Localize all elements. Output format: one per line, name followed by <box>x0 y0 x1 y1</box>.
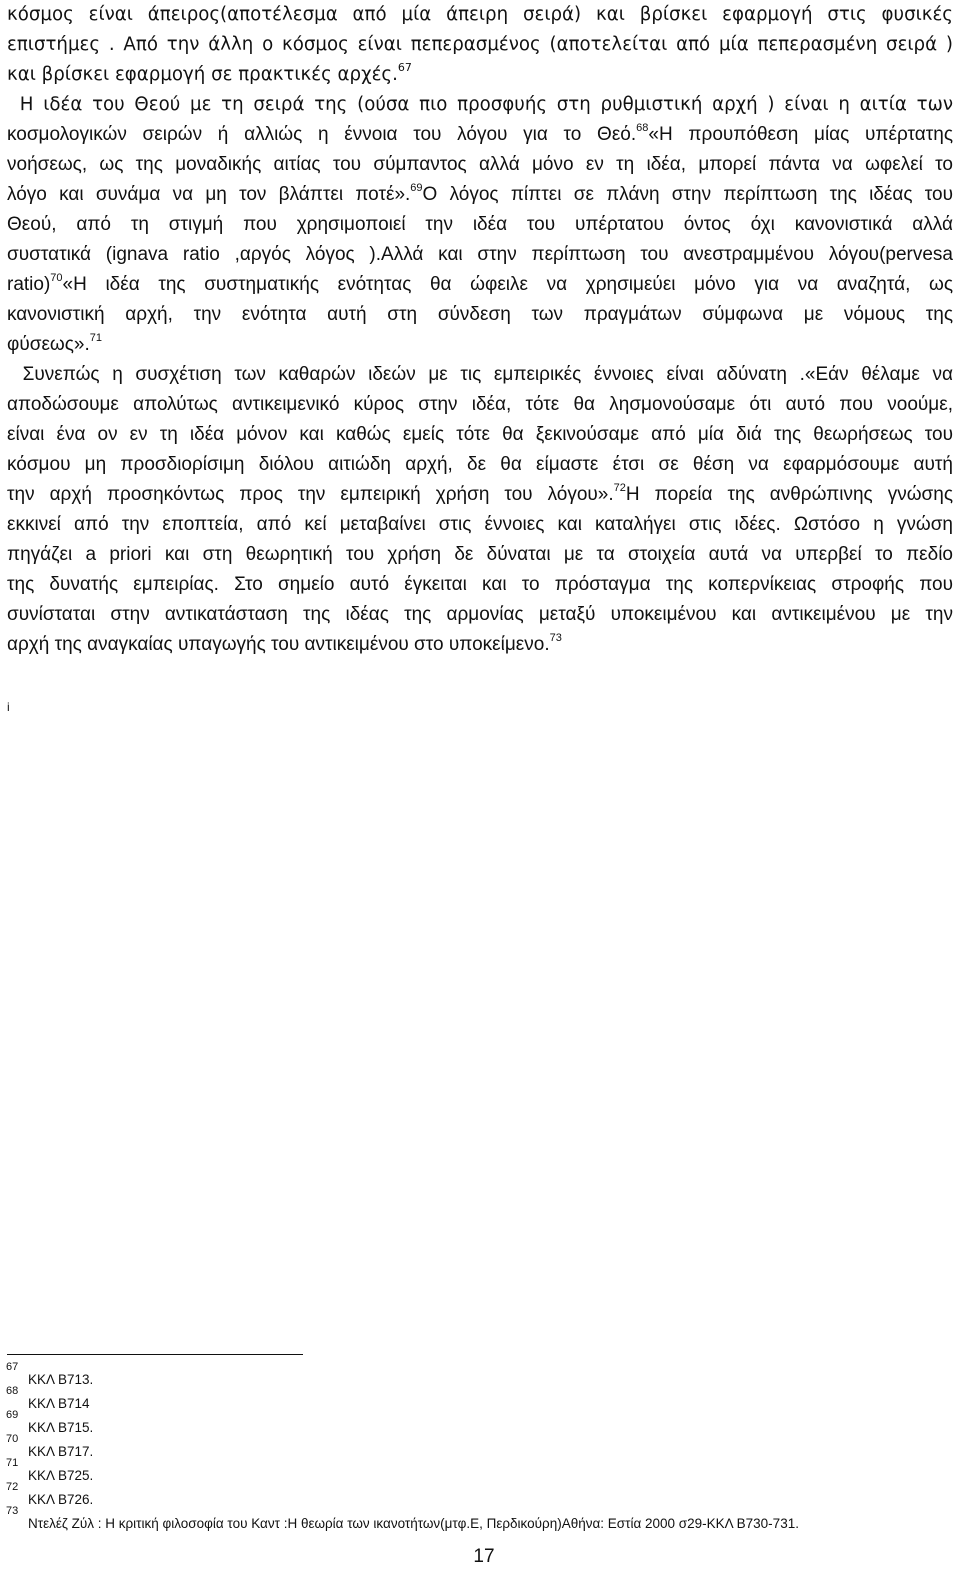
footnote-text: ΚΚΛ Β725. <box>28 1468 94 1483</box>
text-line: της δυνατής εμπειρίας. Στο σημείο αυτό έγκειται και το πρόσταγμα της κοπερνίκειας στροφής που <box>7 574 953 595</box>
footnote-ref[interactable]: 71 <box>89 331 102 344</box>
footnote-separator <box>7 1354 303 1355</box>
footnote-number: 71 <box>6 1457 19 1469</box>
text-line: Συνεπώς η συσχέτιση των καθαρών ιδεών με τις εμπειρικές έννοιες είναι αδύνατη .«Εάν θέλαμε να <box>22 364 954 385</box>
text-line: ratio)$^{70}$«Η ιδέα της συστηματικής ενότητας θα ώφειλε να χρησιμεύει μόνο για να αναζητά, ως <box>7 271 953 295</box>
text-line: νοήσεως, ως της μοναδικής αιτίας του σύμπαντος αλλά μόνο εν τη ιδέα, μπορεί πάντα να ωφελεί το <box>7 154 953 175</box>
footnote-ref[interactable]: 72 <box>613 481 626 494</box>
footnote-text: ΚΚΛ Β717. <box>28 1444 94 1459</box>
text-line: και βρίσκει εφαρμογή σε πρακτικές αρχές.$^{67}$ <box>7 60 412 85</box>
footnote-ref[interactable]: 70 <box>50 271 63 284</box>
footnote-number: 70 <box>6 1433 19 1445</box>
stray-mark: i <box>7 700 10 714</box>
footnote-ref[interactable]: 73 <box>549 631 562 644</box>
footnote <box>6 1361 946 1385</box>
text-line: συνίσταται στην αντικατάσταση της ιδέας της αρμονίας μεταξύ υποκειμένου και αντικειμένου με την <box>7 604 953 625</box>
footnote <box>6 1409 946 1433</box>
footnote <box>6 1505 946 1529</box>
text-line: αρχή της αναγκαίας υπαγωγής του αντικειμένου στο υποκείμενο.$^{73}$ <box>7 631 562 655</box>
footnote-text: ΚΚΛ Β714 <box>28 1396 90 1411</box>
footnote-ref[interactable]: 67 <box>397 60 412 74</box>
text-line: κόσμου μη προσδιορίσιμη διόλου αιτιώδη αρχή, δε θα είμαστε έτσι σε θέση να εφαρμόσουμε αυτή <box>7 454 953 475</box>
text-line: επιστήμες . Από την άλλη ο κόσμος είναι πεπερασμένος (αποτελείται από μία πεπερασμένη σειρά ) <box>7 34 953 55</box>
footnote <box>6 1433 946 1457</box>
footnote-text: Ντελέζ Ζύλ : Η κριτική φιλοσοφία του Καντ :Η θεωρία των ικανοτήτων(μτφ.Ε, Περδικούρη)Αθήνα: Εστία 2000 σ29-ΚΚΛ Β730-731. <box>28 1516 799 1531</box>
text-line: κανονιστική αρχή, την ενότητα αυτή στη σύνδεση των πραγμάτων σύμφωνα με νόμους της <box>7 304 953 325</box>
text-line: φύσεως».$^{71}$ <box>7 331 102 355</box>
footnote-text: ΚΚΛ Β713. <box>28 1372 94 1387</box>
body-text <box>7 0 953 660</box>
footnote-ref[interactable]: 69 <box>410 181 423 194</box>
text-line: την αρχή προσηκόντως προς την εμπειρική χρήση του λόγου».$^{72}$Η πορεία της ανθρώπινης γνώσης <box>7 481 953 505</box>
footnote-number: 69 <box>6 1409 19 1421</box>
footnote <box>6 1481 946 1505</box>
footnote-number: 73 <box>6 1505 19 1517</box>
footnote <box>6 1457 946 1481</box>
text-line: κοσμολογικών σειρών ή αλλιώς η έννοια του λόγου για το Θεό.$^{68}$«Η προυπόθεση μίας υπέρτατης <box>7 121 953 145</box>
footnotes <box>6 1361 946 1529</box>
footnote-text: ΚΚΛ Β726. <box>28 1492 94 1507</box>
footnote <box>6 1385 946 1409</box>
text-line: εκκινεί από την εποπτεία, από κεί μεταβαίνει στις έννοιες και καταλήγει στις ιδέες. Ωστόσο η γνώση <box>7 514 953 535</box>
text-line: είναι ένα ον εν τη ιδέα μόνον και καθώς εμείς τότε θα ξεκινούσαμε από μία διά της θεωρήσεως του <box>7 424 953 445</box>
footnote-number: 67 <box>6 1361 19 1373</box>
text-line: αποδώσουμε απολύτως αντικειμενικό κύρος στην ιδέα, τότε θα λησμονούσαμε ότι αυτό που νοούμε, <box>7 394 953 415</box>
footnote-number: 68 <box>6 1385 19 1397</box>
text-line: Η ιδέα του Θεού με τη σειρά της (ούσα πιο προσφυής στη ρυθμιστική αρχή ) είναι η αιτία των <box>19 94 953 115</box>
text-line: Θεού, από τη στιγμή που χρησιμοποιεί την ιδέα του υπέρτατου όντος όχι κανονιστικά αλλά <box>7 214 953 235</box>
text-line: κόσμος είναι άπειρος(αποτέλεσμα από μία άπειρη σειρά) και βρίσκει εφαρμογή στις φυσικές <box>7 4 953 25</box>
text-line: συστατικά (ignava ratio ,αργός λόγος ).Αλλά και στην περίπτωση του ανεστραμμένου λόγου(pervesa <box>7 244 953 265</box>
footnote-text: ΚΚΛ Β715. <box>28 1420 94 1435</box>
text-line: λόγο και συνάμα να μη τον βλάπτει ποτέ».$^{69}$Ο λόγος πίπτει σε πλάνη στην περίπτωση της ιδέας του <box>7 181 953 205</box>
footnote-ref[interactable]: 68 <box>636 121 649 134</box>
footnote-number: 72 <box>6 1481 19 1493</box>
page-number: 17 <box>473 1546 495 1567</box>
text-line: πηγάζει a priori και στη θεωρητική του χρήση δε δύναται με τα στοιχεία αυτά να υπερβεί το πεδίο <box>7 544 953 565</box>
